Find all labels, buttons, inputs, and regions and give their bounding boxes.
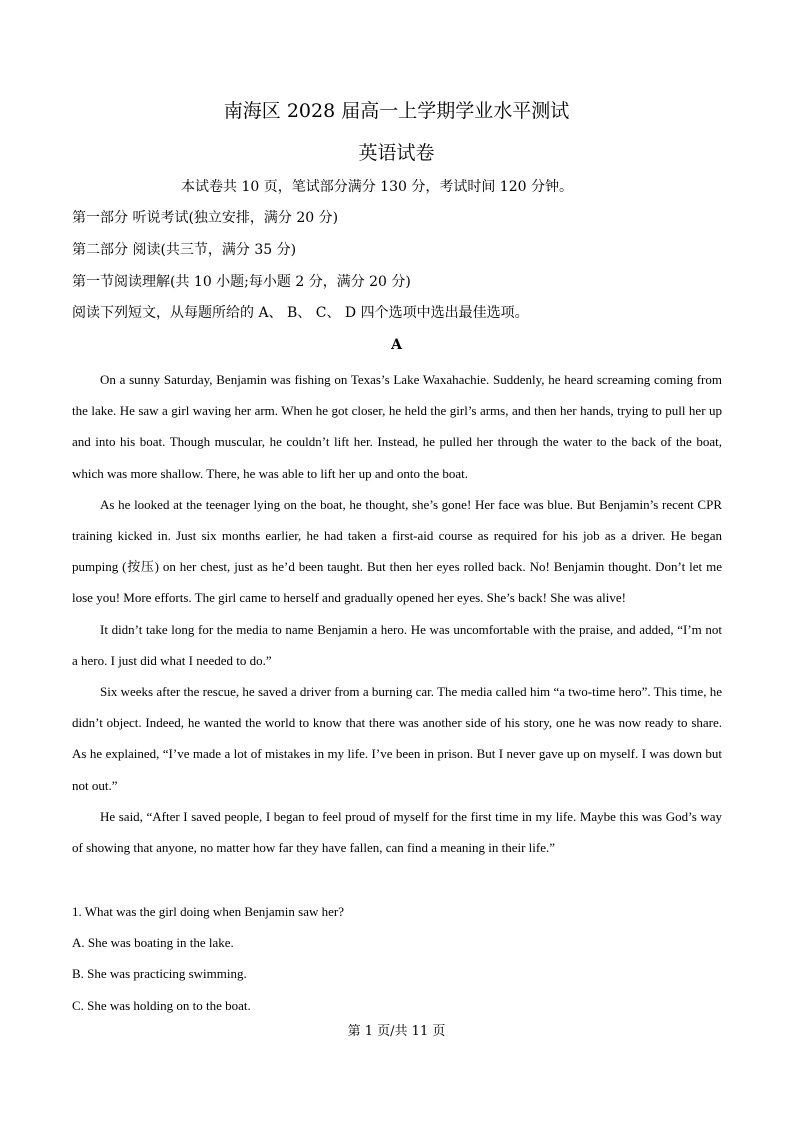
option-b: B. She was practicing swimming. <box>72 966 247 982</box>
passage-body <box>72 364 722 863</box>
exam-info: 本试卷共 10 页，笔试部分满分 130 分，考试时间 120 分钟。 <box>181 179 573 195</box>
exam-subtitle: 英语试卷 <box>358 142 435 164</box>
section-one-heading: 第一节阅读理解(共 10 小题;每小题 2 分，满分 20 分) <box>72 274 411 290</box>
option-c: C. She was holding on to the boat. <box>72 997 251 1013</box>
passage-paragraph: As he looked at the teenager lying on the boat, he thought, she’s gone! Her face was blue. But Benjamin’s recent CPR training kicked in. Just six months earlier, he had taken a first-aid course as required for his job as a driver. He began pumping (按压) on her chest, just as he’d been taught. But then her eyes rolled back. No! Benjamin thought. Don’t let me lose you! More efforts. The girl came to herself and gradually opened her eyes. She’s back! She was alive! <box>72 496 722 606</box>
passage-paragraph: He said, “After I saved people, I began to feel proud of myself for the first time in my life. Maybe this was God’s way of showing that anyone, no matter how far they have fallen, can find a meaning in their life.” <box>72 808 722 856</box>
passage-paragraph: Six weeks after the rescue, he saved a driver from a burning car. The media called him “a two-time hero”. This time, he didn’t object. Indeed, he wanted the world to know that there was another side of his story, one he was now ready to share. As he explained, “I’ve made a lot of mistakes in my life. I’ve been in prison. But I never gave up on myself. I was down but not out.” <box>72 684 722 793</box>
question-block <box>72 896 722 1021</box>
part-two-heading: 第二部分 阅读(共三节，满分 35 分) <box>72 242 297 258</box>
reading-instruction: 阅读下列短文，从每题所给的 A、 B、 C、 D 四个选项中选出最佳选项。 <box>72 305 529 321</box>
page-footer: 第 1 页/共 11 页 <box>347 1024 446 1039</box>
part-one-heading: 第一部分 听说考试(独立安排，满分 20 分) <box>72 210 339 226</box>
exam-title: 南海区 2028 届高一上学期学业水平测试 <box>223 100 570 122</box>
passage-label: A <box>391 337 402 353</box>
passage-paragraph: It didn’t take long for the media to name Benjamin a hero. He was uncomfortable with the praise, and added, “I’m not a hero. I just did what I needed to do.” <box>72 621 722 668</box>
option-a: A. She was boating in the lake. <box>72 935 234 951</box>
question-stem: 1. What was the girl doing when Benjamin saw her? <box>72 904 344 919</box>
passage-paragraph: On a sunny Saturday, Benjamin was fishing on Texas’s Lake Waxahachie. Suddenly, he heard screaming coming from the lake. He saw a girl waving her arm. When he got closer, he held the girl’s arms, and then her hands, trying to pull her up and into his boat. Though muscular, he couldn’t lift her. Instead, he pulled her through the water to the back of the boat, which was more shallow. There, he was able to lift her up and onto the boat. <box>72 372 722 481</box>
